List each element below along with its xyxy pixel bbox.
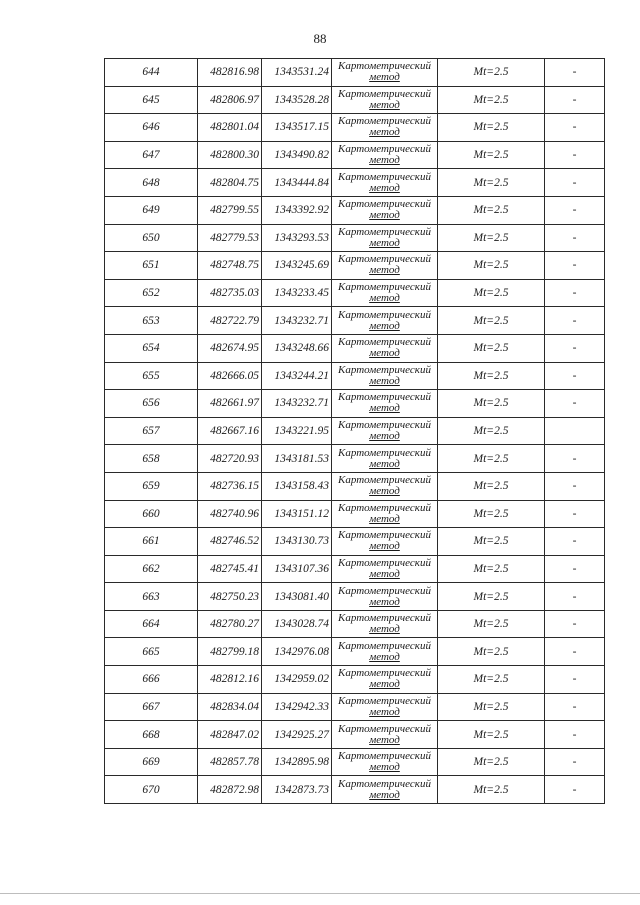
description-cell: - — [545, 638, 605, 666]
accuracy-cell: Mt=2.5 — [438, 748, 545, 776]
table-row — [105, 721, 605, 749]
method-line-1: Картометрический — [338, 501, 431, 514]
coordinate-y-cell: 1343028.74 — [262, 610, 332, 638]
coordinate-x-cell: 482736.15 — [198, 472, 262, 500]
accuracy-cell: Mt=2.5 — [438, 334, 545, 362]
method-cell — [332, 196, 438, 224]
coordinate-x-cell: 482834.04 — [198, 693, 262, 721]
description-cell: - — [545, 748, 605, 776]
method-line-1: Картометрический — [338, 474, 431, 487]
method-cell — [332, 555, 438, 583]
point-number-cell: 654 — [105, 334, 198, 362]
method-line-2: метод — [369, 788, 400, 801]
method-cell — [332, 693, 438, 721]
method-cell — [332, 748, 438, 776]
point-number-cell: 650 — [105, 224, 198, 252]
method-cell — [332, 86, 438, 114]
accuracy-cell: Mt=2.5 — [438, 169, 545, 197]
coordinate-y-cell: 1343490.82 — [262, 141, 332, 169]
method-cell — [332, 114, 438, 142]
page-number: 88 — [313, 31, 327, 46]
point-number-cell: 665 — [105, 638, 198, 666]
point-number-cell: 656 — [105, 390, 198, 418]
coordinate-x-cell: 482667.16 — [198, 417, 262, 445]
method-line-2: метод — [369, 402, 400, 415]
method-line-2: метод — [369, 485, 400, 498]
method-cell — [332, 721, 438, 749]
accuracy-cell: Mt=2.5 — [438, 583, 545, 611]
accuracy-cell: Mt=2.5 — [438, 196, 545, 224]
accuracy-cell: Mt=2.5 — [438, 776, 545, 804]
coordinates-table — [104, 58, 605, 804]
method-line-2: метод — [369, 181, 400, 194]
method-cell — [332, 610, 438, 638]
coordinate-y-cell: 1343244.21 — [262, 362, 332, 390]
coordinate-y-cell: 1343232.71 — [262, 390, 332, 418]
coordinate-x-cell: 482780.27 — [198, 610, 262, 638]
point-number-cell: 647 — [105, 141, 198, 169]
description-cell: - — [545, 59, 605, 87]
coordinate-x-cell: 482801.04 — [198, 114, 262, 142]
accuracy-cell: Mt=2.5 — [438, 500, 545, 528]
method-line-1: Картометрический — [338, 143, 431, 156]
coordinate-x-cell: 482745.41 — [198, 555, 262, 583]
table-row — [105, 555, 605, 583]
point-number-cell: 655 — [105, 362, 198, 390]
description-cell: - — [545, 224, 605, 252]
method-cell — [332, 390, 438, 418]
coordinate-y-cell: 1343528.28 — [262, 86, 332, 114]
method-cell — [332, 59, 438, 87]
method-line-2: метод — [369, 292, 400, 305]
table-row — [105, 638, 605, 666]
point-number-cell: 662 — [105, 555, 198, 583]
method-line-1: Картометрический — [338, 363, 431, 376]
coordinate-x-cell: 482661.97 — [198, 390, 262, 418]
coordinate-y-cell: 1343107.36 — [262, 555, 332, 583]
coordinate-y-cell: 1343517.15 — [262, 114, 332, 142]
table-row — [105, 583, 605, 611]
accuracy-cell: Mt=2.5 — [438, 555, 545, 583]
coordinate-y-cell: 1343248.66 — [262, 334, 332, 362]
coordinate-y-cell: 1343392.92 — [262, 196, 332, 224]
point-number-cell: 648 — [105, 169, 198, 197]
coordinate-x-cell: 482746.52 — [198, 528, 262, 556]
accuracy-cell: Mt=2.5 — [438, 86, 545, 114]
method-cell — [332, 500, 438, 528]
method-line-2: метод — [369, 98, 400, 111]
accuracy-cell: Mt=2.5 — [438, 417, 545, 445]
coordinate-x-cell: 482674.95 — [198, 334, 262, 362]
method-cell — [332, 472, 438, 500]
method-line-2: метод — [369, 236, 400, 249]
table-row — [105, 279, 605, 307]
method-cell — [332, 638, 438, 666]
method-line-2: метод — [369, 71, 400, 84]
accuracy-cell: Mt=2.5 — [438, 721, 545, 749]
method-line-2: метод — [369, 430, 400, 443]
method-cell — [332, 169, 438, 197]
coordinate-y-cell: 1343081.40 — [262, 583, 332, 611]
point-number-cell: 670 — [105, 776, 198, 804]
description-cell: - — [545, 610, 605, 638]
description-cell: - — [545, 141, 605, 169]
method-line-2: метод — [369, 512, 400, 525]
description-cell: - — [545, 555, 605, 583]
description-cell — [545, 417, 605, 445]
point-number-cell: 657 — [105, 417, 198, 445]
point-number-cell: 649 — [105, 196, 198, 224]
description-cell: - — [545, 390, 605, 418]
table-row — [105, 610, 605, 638]
method-cell — [332, 307, 438, 335]
method-line-1: Картометрический — [338, 750, 431, 763]
method-line-2: метод — [369, 567, 400, 580]
point-number-cell: 653 — [105, 307, 198, 335]
method-line-2: метод — [369, 264, 400, 277]
method-line-1: Картометрический — [338, 446, 431, 459]
method-cell — [332, 666, 438, 694]
method-line-2: метод — [369, 347, 400, 360]
method-line-2: метод — [369, 761, 400, 774]
method-line-1: Картометрический — [338, 60, 431, 73]
coordinate-x-cell: 482722.79 — [198, 307, 262, 335]
description-cell: - — [545, 252, 605, 280]
point-number-cell: 667 — [105, 693, 198, 721]
description-cell: - — [545, 776, 605, 804]
table-row — [105, 114, 605, 142]
coordinate-y-cell: 1343232.71 — [262, 307, 332, 335]
coordinate-y-cell: 1343293.53 — [262, 224, 332, 252]
point-number-cell: 664 — [105, 610, 198, 638]
method-line-2: метод — [369, 733, 400, 746]
accuracy-cell: Mt=2.5 — [438, 307, 545, 335]
description-cell: - — [545, 114, 605, 142]
coordinate-x-cell: 482804.75 — [198, 169, 262, 197]
point-number-cell: 645 — [105, 86, 198, 114]
coordinate-x-cell: 482666.05 — [198, 362, 262, 390]
method-line-1: Картометрический — [338, 198, 431, 211]
coordinate-x-cell: 482750.23 — [198, 583, 262, 611]
point-number-cell: 652 — [105, 279, 198, 307]
accuracy-cell: Mt=2.5 — [438, 224, 545, 252]
accuracy-cell: Mt=2.5 — [438, 252, 545, 280]
table-row — [105, 500, 605, 528]
method-line-2: метод — [369, 650, 400, 663]
point-number-cell: 663 — [105, 583, 198, 611]
coordinate-x-cell: 482799.18 — [198, 638, 262, 666]
description-cell: - — [545, 86, 605, 114]
coordinate-y-cell: 1343233.45 — [262, 279, 332, 307]
method-line-1: Картометрический — [338, 777, 431, 790]
table-row — [105, 334, 605, 362]
point-number-cell: 666 — [105, 666, 198, 694]
coordinate-x-cell: 482735.03 — [198, 279, 262, 307]
coordinate-x-cell: 482857.78 — [198, 748, 262, 776]
table-row — [105, 776, 605, 804]
table-row — [105, 390, 605, 418]
description-cell: - — [545, 500, 605, 528]
accuracy-cell: Mt=2.5 — [438, 472, 545, 500]
method-line-1: Картометрический — [338, 667, 431, 680]
table-row — [105, 445, 605, 473]
table-row — [105, 693, 605, 721]
accuracy-cell: Mt=2.5 — [438, 528, 545, 556]
point-number-cell: 669 — [105, 748, 198, 776]
footer-divider — [0, 893, 640, 894]
method-line-1: Картометрический — [338, 694, 431, 707]
method-cell — [332, 528, 438, 556]
coordinate-y-cell: 1342873.73 — [262, 776, 332, 804]
method-line-2: метод — [369, 319, 400, 332]
table-row — [105, 59, 605, 87]
accuracy-cell: Mt=2.5 — [438, 141, 545, 169]
coordinate-x-cell: 482720.93 — [198, 445, 262, 473]
method-line-2: метод — [369, 374, 400, 387]
method-line-2: метод — [369, 623, 400, 636]
coordinate-y-cell: 1343221.95 — [262, 417, 332, 445]
table-row — [105, 528, 605, 556]
method-line-1: Картометрический — [338, 529, 431, 542]
coordinate-y-cell: 1343158.43 — [262, 472, 332, 500]
accuracy-cell: Mt=2.5 — [438, 362, 545, 390]
accuracy-cell: Mt=2.5 — [438, 390, 545, 418]
method-cell — [332, 141, 438, 169]
method-line-1: Картометрический — [338, 612, 431, 625]
coordinate-x-cell: 482872.98 — [198, 776, 262, 804]
method-cell — [332, 362, 438, 390]
method-line-1: Картометрический — [338, 225, 431, 238]
point-number-cell: 661 — [105, 528, 198, 556]
coordinate-y-cell: 1342959.02 — [262, 666, 332, 694]
method-line-1: Картометрический — [338, 639, 431, 652]
table-row — [105, 169, 605, 197]
accuracy-cell: Mt=2.5 — [438, 445, 545, 473]
method-line-2: метод — [369, 540, 400, 553]
description-cell: - — [545, 445, 605, 473]
accuracy-cell: Mt=2.5 — [438, 638, 545, 666]
coordinate-y-cell: 1343245.69 — [262, 252, 332, 280]
method-line-1: Картометрический — [338, 281, 431, 294]
coordinate-x-cell: 482806.97 — [198, 86, 262, 114]
method-line-1: Картометрический — [338, 115, 431, 128]
method-line-1: Картометрический — [338, 556, 431, 569]
table-row — [105, 224, 605, 252]
point-number-cell: 668 — [105, 721, 198, 749]
method-cell — [332, 417, 438, 445]
method-cell — [332, 583, 438, 611]
coordinate-y-cell: 1343151.12 — [262, 500, 332, 528]
method-line-1: Картометрический — [338, 170, 431, 183]
accuracy-cell: Mt=2.5 — [438, 666, 545, 694]
method-line-2: метод — [369, 209, 400, 222]
point-number-cell: 660 — [105, 500, 198, 528]
method-line-1: Картометрический — [338, 391, 431, 404]
point-number-cell: 644 — [105, 59, 198, 87]
method-line-2: метод — [369, 457, 400, 470]
coordinate-x-cell: 482800.30 — [198, 141, 262, 169]
description-cell: - — [545, 334, 605, 362]
table-row — [105, 252, 605, 280]
method-line-2: метод — [369, 678, 400, 691]
accuracy-cell: Mt=2.5 — [438, 279, 545, 307]
method-line-2: метод — [369, 126, 400, 139]
table-row — [105, 196, 605, 224]
coordinate-x-cell: 482799.55 — [198, 196, 262, 224]
table-row — [105, 141, 605, 169]
accuracy-cell: Mt=2.5 — [438, 693, 545, 721]
method-cell — [332, 445, 438, 473]
coordinate-y-cell: 1342895.98 — [262, 748, 332, 776]
coordinate-x-cell: 482812.16 — [198, 666, 262, 694]
method-line-1: Картометрический — [338, 722, 431, 735]
coordinates-table-body — [105, 59, 605, 804]
coordinate-y-cell: 1343130.73 — [262, 528, 332, 556]
method-cell — [332, 252, 438, 280]
description-cell: - — [545, 693, 605, 721]
table-row — [105, 417, 605, 445]
method-cell — [332, 776, 438, 804]
point-number-cell: 658 — [105, 445, 198, 473]
coordinate-y-cell: 1343181.53 — [262, 445, 332, 473]
accuracy-cell: Mt=2.5 — [438, 610, 545, 638]
coordinate-x-cell: 482748.75 — [198, 252, 262, 280]
method-line-1: Картометрический — [338, 253, 431, 266]
method-line-1: Картометрический — [338, 87, 431, 100]
description-cell: - — [545, 666, 605, 694]
method-line-2: метод — [369, 705, 400, 718]
description-cell: - — [545, 362, 605, 390]
coordinate-x-cell: 482740.96 — [198, 500, 262, 528]
point-number-cell: 646 — [105, 114, 198, 142]
method-line-2: метод — [369, 595, 400, 608]
accuracy-cell: Mt=2.5 — [438, 114, 545, 142]
description-cell: - — [545, 583, 605, 611]
table-row — [105, 472, 605, 500]
coordinate-y-cell: 1343444.84 — [262, 169, 332, 197]
coordinate-x-cell: 482847.02 — [198, 721, 262, 749]
description-cell: - — [545, 472, 605, 500]
method-line-1: Картометрический — [338, 308, 431, 321]
description-cell: - — [545, 169, 605, 197]
coordinate-y-cell: 1343531.24 — [262, 59, 332, 87]
table-row — [105, 86, 605, 114]
table-row — [105, 362, 605, 390]
description-cell: - — [545, 721, 605, 749]
table-row — [105, 748, 605, 776]
description-cell: - — [545, 307, 605, 335]
coordinate-y-cell: 1342925.27 — [262, 721, 332, 749]
point-number-cell: 659 — [105, 472, 198, 500]
method-line-1: Картометрический — [338, 336, 431, 349]
method-line-1: Картометрический — [338, 419, 431, 432]
coordinate-y-cell: 1342976.08 — [262, 638, 332, 666]
method-cell — [332, 334, 438, 362]
description-cell: - — [545, 196, 605, 224]
description-cell: - — [545, 528, 605, 556]
coordinate-x-cell: 482816.98 — [198, 59, 262, 87]
description-cell: - — [545, 279, 605, 307]
accuracy-cell: Mt=2.5 — [438, 59, 545, 87]
point-number-cell: 651 — [105, 252, 198, 280]
method-line-1: Картометрический — [338, 584, 431, 597]
method-cell — [332, 224, 438, 252]
method-cell — [332, 279, 438, 307]
coordinate-y-cell: 1342942.33 — [262, 693, 332, 721]
coordinate-x-cell: 482779.53 — [198, 224, 262, 252]
method-line-2: метод — [369, 154, 400, 167]
table-row — [105, 666, 605, 694]
table-row — [105, 307, 605, 335]
